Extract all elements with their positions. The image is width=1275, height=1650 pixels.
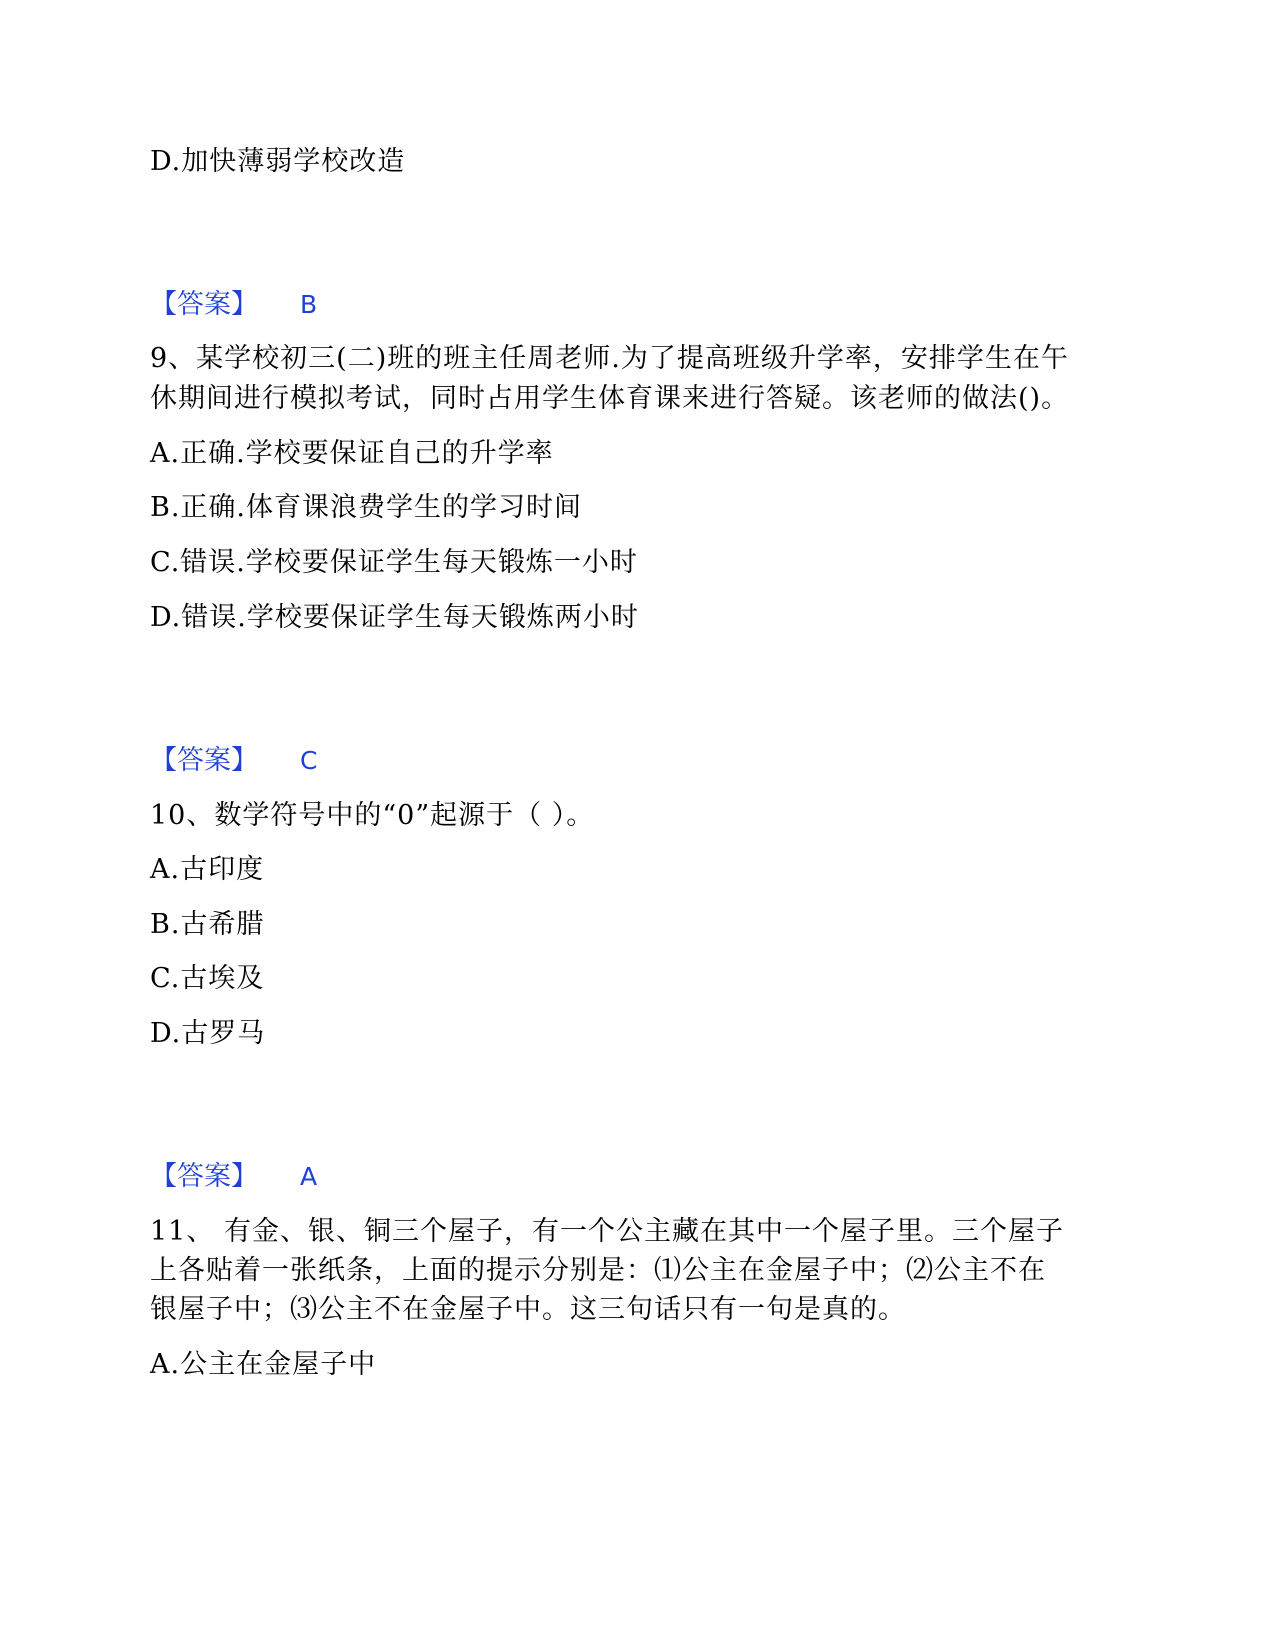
answer-label: 【答案】 — [150, 289, 258, 320]
answer-label: 【答案】 — [150, 1161, 258, 1192]
q11-stem-line-3: 银屋子中；⑶公主不在金屋子中。这三句话只有一句是真的。 — [150, 1294, 906, 1325]
answer-letter: B — [300, 290, 318, 319]
q9-option-b: B.正确.体育课浪费学生的学习时间 — [150, 492, 583, 523]
q10-stem: 10、数学符号中的“0”起源于（ ）。 — [150, 800, 595, 831]
q9-stem-line-2: 休期间进行模拟考试，同时占用学生体育课来进行答疑。该老师的做法()。 — [150, 383, 1070, 414]
q9-option-c: C.错误.学校要保证学生每天锻炼一小时 — [150, 547, 638, 578]
q11-stem-line-1: 11、 有金、银、铜三个屋子，有一个公主藏在其中一个屋子里。三个屋子 — [150, 1216, 1064, 1247]
q11-stem-line-2: 上各贴着一张纸条，上面的提示分别是：⑴公主在金屋子中；⑵公主不在 — [150, 1255, 1046, 1286]
q10-option-d: D.古罗马 — [150, 1018, 266, 1049]
q10-option-b: B.古希腊 — [150, 909, 265, 940]
q10-option-c: C.古埃及 — [150, 963, 265, 994]
answer-letter: C — [300, 746, 318, 775]
q9-stem-line-1: 9、某学校初三(二)班的班主任周老师.为了提高班级升学率，安排学生在午 — [150, 343, 1069, 374]
q9-answer — [150, 741, 317, 781]
q8-answer — [150, 285, 317, 325]
q11-option-a: A.公主在金屋子中 — [150, 1349, 377, 1380]
q10-option-a: A.古印度 — [150, 854, 265, 885]
q8-option-d: D.加快薄弱学校改造 — [150, 146, 406, 177]
answer-label: 【答案】 — [150, 745, 258, 776]
q9-option-a: A.正确.学校要保证自己的升学率 — [150, 438, 554, 469]
answer-letter: A — [300, 1162, 318, 1191]
q10-answer — [150, 1157, 317, 1197]
q9-option-d: D.错误.学校要保证学生每天锻炼两小时 — [150, 602, 639, 633]
